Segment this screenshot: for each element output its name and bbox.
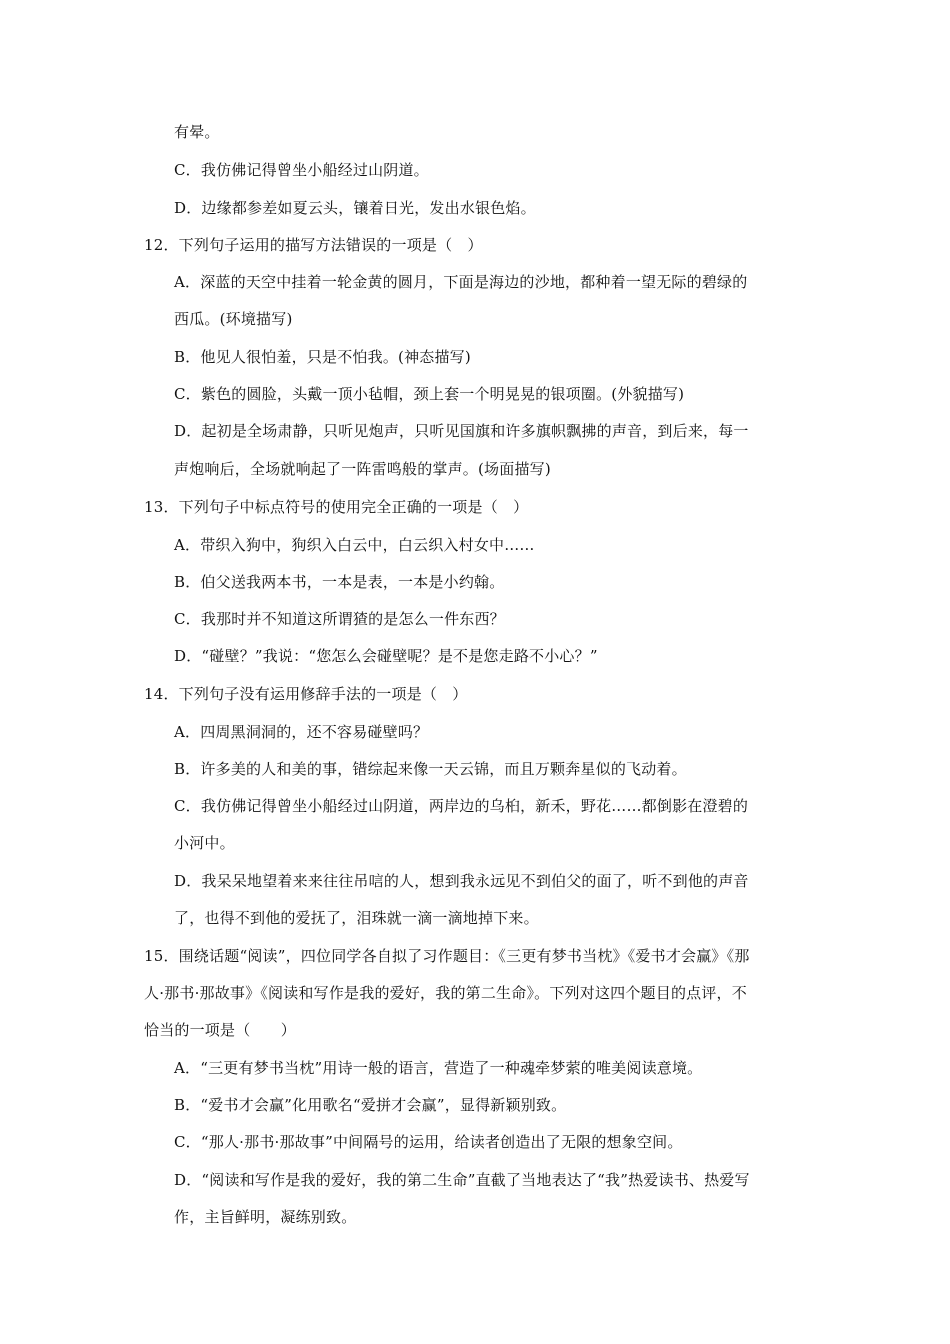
option-c: C．我仿佛记得曾坐小船经过山阴道。: [174, 161, 429, 179]
q12-option-a-cont: 西瓜。(环境描写): [174, 310, 293, 328]
q14-option-c: C．我仿佛记得曾坐小船经过山阴道，两岸边的乌桕，新禾，野花……都倒影在澄碧的: [174, 797, 749, 815]
q15-option-a: A．“三更有梦书当枕”用诗一般的语言，营造了一种魂牵梦萦的唯美阅读意境。: [174, 1059, 703, 1077]
option-d: D．边缘都参差如夏云头，镶着日光，发出水银色焰。: [174, 199, 536, 217]
q13-option-a: A．带织入狗中，狗织入白云中，白云织入村女中……: [174, 536, 535, 554]
carryover-line: 有晕。: [174, 123, 220, 141]
q14-option-d-cont: 了，也得不到他的爱抚了，泪珠就一滴一滴地掉下来。: [174, 909, 539, 927]
q14-option-b: B．许多美的人和美的事，错综起来像一天云锦，而且万颗奔星似的飞动着。: [174, 760, 687, 778]
q14-option-d: D．我呆呆地望着来来往往吊唁的人，想到我永远见不到伯父的面了，听不到他的声音: [174, 872, 749, 890]
q12-option-b: B．他见人很怕羞，只是不怕我。(神态描写): [174, 348, 471, 366]
question-15-stem-cont: 人·那书·那故事》《阅读和写作是我的爱好，我的第二生命》。下列对这四个题目的点评，不: [144, 984, 747, 1002]
q15-option-c: C．“那人·那书·那故事”中间隔号的运用，给读者创造出了无限的想象空间。: [174, 1133, 683, 1151]
question-14-stem: 14．下列句子没有运用修辞手法的一项是（ ）: [144, 685, 468, 703]
question-12-stem: 12．下列句子运用的描写方法错误的一项是（ ）: [144, 236, 483, 254]
q15-option-b: B．“爱书才会赢”化用歌名“爱拼才会赢”，显得新颖别致。: [174, 1096, 567, 1114]
q13-option-c: C．我那时并不知道这所谓猹的是怎么一件东西？: [174, 610, 505, 628]
q14-option-c-cont: 小河中。: [174, 834, 235, 852]
q15-option-d-cont: 作，主旨鲜明，凝练别致。: [174, 1208, 357, 1226]
q14-option-a: A．四周黑洞洞的，还不容易碰壁吗？: [174, 723, 429, 741]
q15-option-d: D．“阅读和写作是我的爱好，我的第二生命”直截了当地表达了“我”热爱读书、热爱写: [174, 1171, 750, 1189]
q12-option-a: A．深蓝的天空中挂着一轮金黄的圆月，下面是海边的沙地，都种着一望无际的碧绿的: [174, 273, 748, 291]
q12-option-d: D．起初是全场肃静，只听见炮声，只听见国旗和许多旗帜飘拂的声音，到后来，每一: [174, 422, 749, 440]
question-15-stem-cont: 恰当的一项是（ ）: [144, 1021, 297, 1039]
question-15-stem: 15．围绕话题“阅读”，四位同学各自拟了习作题目：《三更有梦书当枕》《爱书才会赢》《那: [144, 947, 750, 965]
question-13-stem: 13．下列句子中标点符号的使用完全正确的一项是（ ）: [144, 498, 529, 516]
q13-option-d: D．“碰壁？”我说：“您怎么会碰壁呢？是不是您走路不小心？”: [174, 647, 598, 665]
q12-option-d-cont: 声炮响后，全场就响起了一阵雷鸣般的掌声。(场面描写): [174, 460, 551, 478]
q13-option-b: B．伯父送我两本书，一本是表，一本是小约翰。: [174, 573, 505, 591]
q12-option-c: C．紫色的圆脸，头戴一顶小毡帽，颈上套一个明晃晃的银项圈。(外貌描写): [174, 385, 685, 403]
